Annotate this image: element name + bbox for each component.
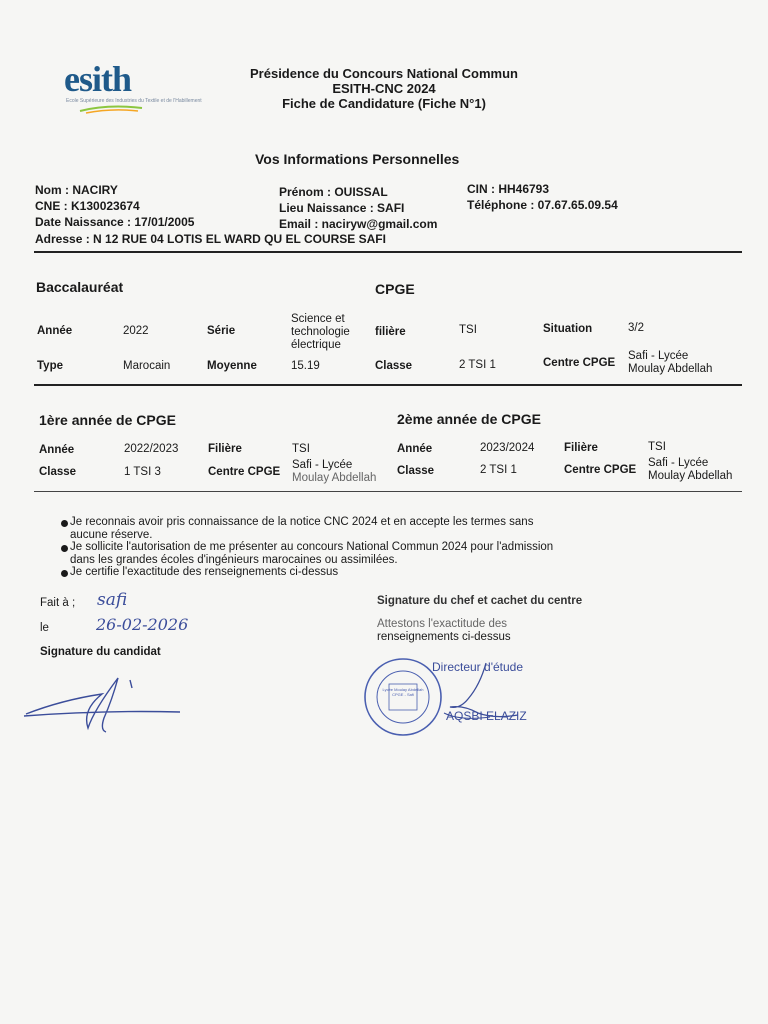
y2-filiere-label: Filière (564, 442, 598, 454)
stamp-text: Lycée Moulay Abdellah CPGE - Safi (382, 687, 424, 697)
directeur-label: Directeur d'étude (432, 660, 524, 674)
y2-classe: 2 TSI 1 (480, 464, 517, 476)
email: Email : naciryw@gmail.com (279, 217, 438, 231)
fait-label: Fait à ; (40, 597, 76, 609)
section-title: Vos Informations Personnelles (255, 151, 460, 167)
y1-filiere: TSI (292, 443, 310, 455)
telephone: Téléphone : 07.67.65.09.54 (467, 198, 618, 212)
nom: Nom : NACIRY (35, 183, 118, 197)
candidate-signature-label: Signature du candidat (40, 646, 161, 658)
declaration-2b: dans les grandes écoles d'ingénieurs marocaines ou assimilées. (70, 554, 398, 566)
bullet-icon (61, 520, 68, 527)
cpge-situation: 3/2 (628, 322, 644, 334)
divider (34, 491, 742, 492)
bac-moyenne-label: Moyenne (207, 360, 257, 372)
cpge-title: CPGE (375, 281, 415, 297)
y1-centre: Safi - Lycée Moulay Abdellah (292, 459, 377, 484)
le-value: 26-02-2026 (96, 615, 189, 634)
logo-wordmark: esith (64, 59, 131, 99)
bac-moyenne: 15.19 (291, 360, 320, 372)
y1-annee: 2022/2023 (124, 443, 179, 455)
date-naissance: Date Naissance : 17/01/2005 (35, 215, 195, 229)
y2-annee-label: Année (397, 443, 433, 455)
header-line-3: Fiche de Candidature (Fiche N°1) (282, 96, 486, 111)
cpge-centre-label: Centre CPGE (543, 357, 616, 369)
lieu-naissance: Lieu Naissance : SAFI (279, 201, 405, 215)
prenom: Prénom : OUISSAL (279, 185, 388, 199)
bac-annee: 2022 (123, 325, 149, 337)
le-label: le (40, 622, 49, 634)
year2-title: 2ème année de CPGE (397, 411, 541, 427)
y1-centre-label: Centre CPGE (208, 466, 281, 478)
divider (34, 384, 742, 386)
y2-classe-label: Classe (397, 465, 435, 477)
y2-centre: Safi - Lycée Moulay Abdellah (648, 457, 733, 482)
year1-title: 1ère année de CPGE (39, 412, 176, 428)
candidate-signature-icon (22, 670, 187, 740)
declaration-1a: Je reconnais avoir pris connaissance de la notice CNC 2024 et en accepte les termes sans (70, 516, 534, 528)
y1-classe: 1 TSI 3 (124, 466, 161, 478)
header-line-1: Présidence du Concours National Commun (250, 66, 518, 81)
y2-filiere: TSI (648, 441, 666, 453)
bac-serie-label: Série (207, 325, 236, 337)
logo-tagline: Ecole Supérieure des Industries du Textile et de l'Habillement (66, 98, 202, 104)
cpge-classe: 2 TSI 1 (459, 359, 496, 371)
bac-type-label: Type (37, 360, 63, 372)
bac-title: Baccalauréat (36, 279, 124, 295)
cne: CNE : K130023674 (35, 199, 140, 213)
attest-line-2: renseignements ci-dessus (377, 631, 511, 643)
declaration-1b: aucune réserve. (70, 529, 153, 541)
header-line-2: ESITH-CNC 2024 (332, 81, 436, 96)
cpge-filiere: TSI (459, 324, 477, 336)
y1-classe-label: Classe (39, 466, 77, 478)
y2-annee: 2023/2024 (480, 442, 535, 454)
y1-filiere-label: Filière (208, 443, 242, 455)
declaration-2a: Je sollicite l'autorisation de me présenter au concours National Commun 2024 pour l'admission (70, 541, 554, 553)
bullet-icon (61, 545, 68, 552)
bac-serie: Science et technologie électrique (291, 313, 350, 351)
director-name: AQSBI ELAZIZ (446, 709, 527, 723)
cpge-filiere-label: filière (375, 326, 406, 338)
bac-annee-label: Année (37, 325, 73, 337)
cpge-centre: Safi - Lycée Moulay Abdellah (628, 350, 713, 375)
y2-centre-label: Centre CPGE (564, 464, 637, 476)
adresse: Adresse : N 12 RUE 04 LOTIS EL WARD QU EL COURSE SAFI (35, 232, 386, 246)
director-signature-icon (420, 655, 540, 725)
cpge-classe-label: Classe (375, 360, 413, 372)
declaration-3: Je certifie l'exactitude des renseignements ci-dessus (70, 566, 339, 578)
attest-line-1: Attestons l'exactitude des (377, 618, 508, 630)
bullet-icon (61, 570, 68, 577)
cpge-situation-label: Situation (543, 323, 593, 335)
chef-signature-label: Signature du chef et cachet du centre (377, 595, 583, 607)
divider (34, 251, 742, 253)
fait-value: safi (97, 590, 128, 610)
bac-type: Marocain (123, 360, 171, 372)
y1-annee-label: Année (39, 444, 75, 456)
cin: CIN : HH46793 (467, 182, 550, 196)
